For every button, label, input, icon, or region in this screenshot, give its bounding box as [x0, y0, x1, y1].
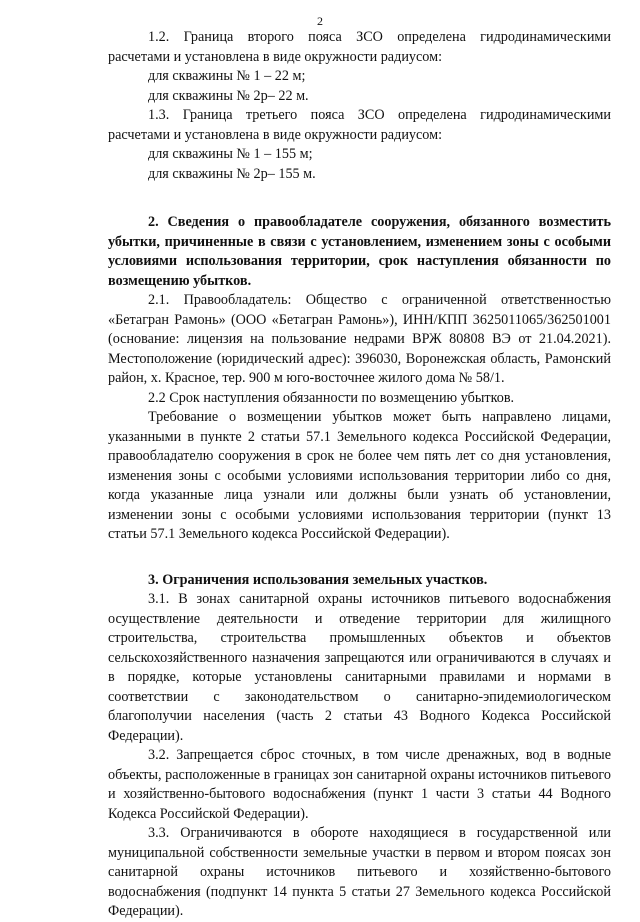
paragraph-3-2: 3.2. Запрещается сброс сточных, в том числе дренажных, вод в водные объекты, расположенные в границах зон санитарной охраны источников питьевого и хозяйственно-бытового водоснабжения (пункт 1 части 3 статьи 44 Водного Кодекса Российской Федерации).	[108, 747, 611, 822]
page-number: 2	[317, 14, 323, 28]
paragraph-1-2-well-2r: для скважины № 2р– 22 м.	[148, 87, 309, 104]
section-2-heading: 2. Сведения о правообладателе сооружения, обязанного возместить убытки, причиненные в связи с установлением, изменением зоны с особыми условиями использования территории, срок наступления обязанности по возмещению убытков.	[108, 214, 611, 289]
paragraph-1-2: 1.2. Граница второго пояса ЗСО определена гидродинамическими расчетами и установлена в виде окружности радиусом:	[108, 29, 611, 65]
paragraph-1-3: 1.3. Граница третьего пояса ЗСО определена гидродинамическими расчетами и установлена в виде окружности радиусом:	[108, 107, 611, 143]
paragraph-2-1: 2.1. Правообладатель: Общество с ограниченной ответственностью «Бетагран Рамонь» (ООО «Бетагран Рамонь»), ИНН/КПП 3625011065/362501001 (основание: лицензия на пользование недрами ВРЖ 80808 ВЭ от 21.04.2021). Местоположение (юридический адрес): 396030, Воронежская область, Рамонский район, х. Красное, тер. 900 м юго-восточнее жилого дома № 58/1.	[108, 292, 611, 386]
paragraph-3-3: 3.3. Ограничиваются в обороте находящиеся в государственной или муниципальной собственности земельные участки в первом и втором поясах зон санитарной охраны источников питьевого и хозяйственно-бытового водоснабжения (подпункт 14 пункта 5 статьи 27 Земельного кодекса Российской Федерации).	[108, 825, 611, 919]
paragraph-2-2: 2.2 Срок наступления обязанности по возмещению убытков.	[148, 389, 515, 406]
paragraph-2-2-text: Требование о возмещении убытков может быть направлено лицами, указанными в пункте 2 статьи 57.1 Земельного кодекса Российской Федерации, правообладателю сооружения в срок не более чем пять лет со дня установления, изменения зоны с особыми условиями использования территории либо со дня, когда указанные лица узнали или должны были узнать об установлении, изменении зоны с особыми условиями использования территории (пункт 13 статьи 57.1 Земельного кодекса Российской Федерации).	[108, 409, 611, 542]
paragraph-1-3-well-1: для скважины № 1 – 155 м;	[148, 146, 313, 162]
section-3-heading: 3. Ограничения использования земельных участков.	[148, 571, 488, 588]
paragraph-1-3-well-2r: для скважины № 2р– 155 м.	[148, 165, 316, 182]
paragraph-3-1: 3.1. В зонах санитарной охраны источников питьевого водоснабжения осуществление деятельности и отведение территории для жилищного строительства, строительства промышленных объектов и объектов сельскохозяйственного назначения запрещаются или ограничиваются в случаях и в порядке, которые установлены санитарными правилами и нормами в соответствии с законодательством о санитарно-эпидемиологическом благополучии населения (часть 2 статьи 43 Водного Кодекса Российской Федерации).	[108, 591, 611, 744]
paragraph-1-2-well-1: для скважины № 1 – 22 м;	[148, 68, 306, 84]
document-body	[108, 28, 611, 922]
